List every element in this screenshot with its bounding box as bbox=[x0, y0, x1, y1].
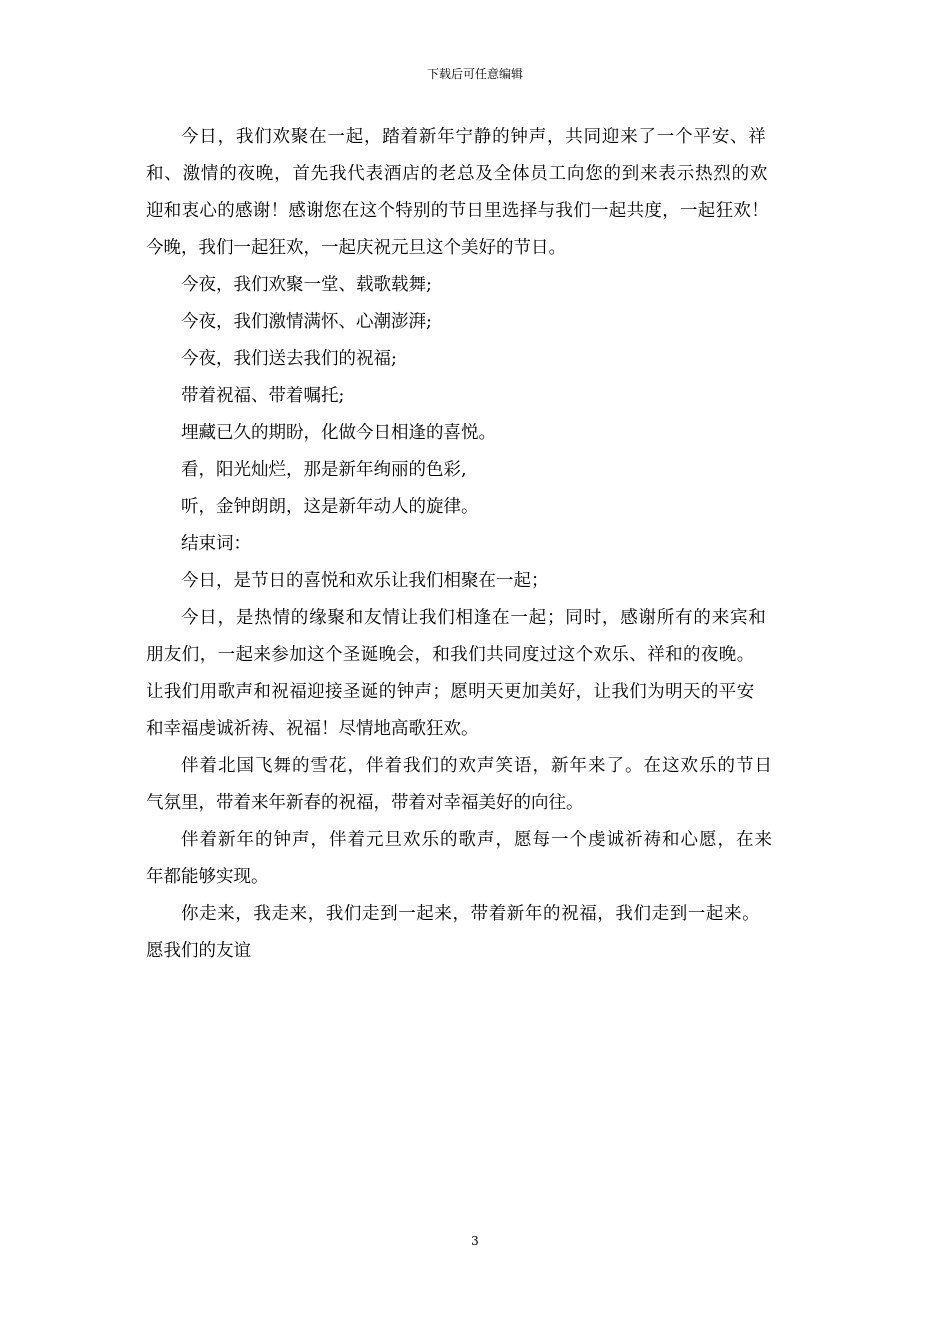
text-line: 朋友们，一起来参加这个圣诞晚会，和我们共同度过这个欢乐、祥和的夜晚。 bbox=[146, 645, 755, 665]
text-line: 愿我们的友谊 bbox=[146, 941, 251, 961]
text-line: 伴着新年的钟声，伴着元旦欢乐的歌声，愿每一个虔诚祈祷和心愿，在来 bbox=[181, 830, 773, 850]
text-line: 带着祝福、带着嘱托; bbox=[181, 386, 345, 406]
text-line: 迎和衷心的感谢！感谢您在这个特别的节日里选择与我们一起共度，一起狂欢！ bbox=[146, 201, 769, 221]
text-line: 让我们用歌声和祝福迎接圣诞的钟声；愿明天更加美好，让我们为明天的平安 bbox=[146, 682, 755, 702]
page-number: 3 bbox=[471, 1234, 479, 1248]
page-header: 下载后可任意编辑 bbox=[426, 67, 523, 81]
text-line: 今夜，我们欢聚一堂、载歌载舞; bbox=[181, 275, 432, 295]
text-line: 今日，是热情的缘聚和友情让我们相逢在一起；同时，感谢所有的来宾和 bbox=[181, 608, 767, 628]
text-line: 今夜，我们送去我们的祝福; bbox=[181, 349, 397, 369]
document-body bbox=[146, 119, 812, 970]
text-line: 年都能够实现。 bbox=[146, 867, 269, 887]
text-line: 和幸福虔诚祈祷、祝福！尽情地高歌狂欢。 bbox=[146, 719, 479, 739]
text-line: 看，阳光灿烂，那是新年绚丽的色彩, bbox=[181, 460, 467, 480]
text-line: 今日，是节日的喜悦和欢乐让我们相聚在一起； bbox=[181, 571, 549, 591]
text-line: 听，金钟朗朗，这是新年动人的旋律。 bbox=[181, 497, 479, 517]
text-line: 今夜，我们激情满怀、心潮澎湃; bbox=[181, 312, 432, 332]
text-line: 伴着北国飞舞的雪花，伴着我们的欢声笑语，新年来了。在这欢乐的节日 bbox=[181, 756, 773, 776]
text-line: 结束词： bbox=[181, 534, 251, 554]
text-line: 今晚，我们一起狂欢，一起庆祝元旦这个美好的节日。 bbox=[146, 238, 566, 258]
text-line: 埋藏已久的期盼，化做今日相逢的喜悦。 bbox=[181, 423, 496, 443]
text-line: 今日，我们欢聚在一起，踏着新年宁静的钟声，共同迎来了一个平安、祥 bbox=[181, 127, 767, 147]
text-line: 和、激情的夜晚，首先我代表酒店的老总及全体员工向您的到来表示热烈的欢 bbox=[146, 164, 769, 184]
text-line: 气氛里，带着来年新春的祝福，带着对幸福美好的向往。 bbox=[146, 793, 584, 813]
text-line: 你走来，我走来，我们走到一起来，带着新年的祝福，我们走到一起来。 bbox=[181, 904, 761, 924]
